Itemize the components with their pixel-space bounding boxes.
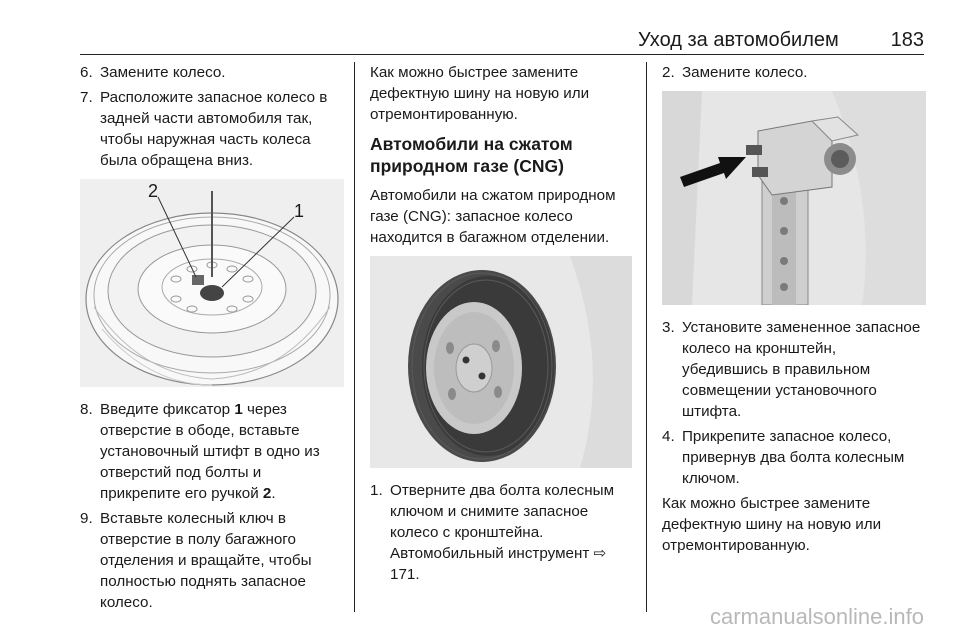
section-heading: Автомобили на сжатом природном газе (CNG)	[370, 134, 573, 176]
step-number: 6.	[80, 64, 93, 81]
step-9	[80, 508, 344, 613]
watermark: carmanualsonline.info	[709, 604, 924, 629]
step-text: Установите замененное запасное колесо на кронштейн, убедившись в правильном совмещении установочного штифта.	[682, 319, 921, 420]
cng-step-1	[370, 480, 632, 585]
step-text: Вставьте колесный ключ в отверстие в полу багажного отделения и вращайте, чтобы полностью поднять запасное колесо.	[100, 510, 312, 611]
page-header	[0, 0, 960, 56]
step-text-start: Введите фиксатор	[100, 401, 235, 418]
step-text: Замените колесо.	[100, 64, 226, 81]
step-text-middle: через отверстие в ободе, вставьте установочный штифт в одно из отверстий под болты и прикрепите его ручкой	[100, 401, 320, 502]
column-divider-2	[646, 62, 647, 612]
cng-step-4	[662, 426, 926, 489]
callout-1: 1	[234, 401, 243, 418]
step-number: 9.	[80, 510, 93, 527]
spare-wheel-figure	[80, 179, 344, 387]
step-8	[80, 399, 344, 504]
column-divider-1	[354, 62, 355, 612]
column-3	[662, 62, 926, 564]
cng-step-2	[662, 62, 926, 83]
step-number: 3.	[662, 319, 675, 336]
step-6	[80, 62, 344, 83]
column-2	[370, 62, 632, 589]
step-number: 2.	[662, 64, 675, 81]
page-number: 183	[890, 29, 924, 51]
step-7	[80, 87, 344, 171]
callout-2: 2	[262, 485, 272, 502]
cng-paragraph: Автомобили на сжатом природном газе (CNG): запасное колесо находится в багажном отделении.	[370, 187, 616, 246]
step-text: Расположите запасное колесо в задней части автомобиля так, чтобы наружная часть колеса была обращена вниз.	[100, 89, 328, 169]
step-text: Прикрепите запасное колесо, привернув два болта колесным ключом.	[682, 428, 905, 487]
step-number: 7.	[80, 89, 93, 106]
cng-step-3	[662, 317, 926, 422]
column-1	[80, 62, 344, 617]
outro-paragraph: Как можно быстрее замените дефектную шину на новую или отремонтированную.	[662, 495, 882, 554]
figure-label-2: 2	[148, 181, 159, 201]
cng-wheel-illustration	[370, 256, 632, 468]
section-title: Уход за автомобилем	[638, 29, 839, 51]
step-text: Отверните два болта колесным ключом и снимите запасное колесо с кронштейна. Автомобильный инструмент	[390, 482, 615, 562]
figure-label-1: 1	[294, 201, 305, 221]
step-text: Замените колесо.	[682, 64, 808, 81]
intro-paragraph: Как можно быстрее замените дефектную шину на новую или отремонтированную.	[370, 64, 590, 123]
step-number: 8.	[80, 401, 93, 418]
page-reference-arrow-icon: ⇨	[593, 545, 607, 562]
step-text-end: .	[271, 485, 276, 502]
header-rule	[80, 54, 924, 55]
spare-wheel-illustration	[80, 179, 344, 387]
step-number: 1.	[370, 482, 383, 499]
bracket-figure	[662, 91, 926, 305]
cng-spare-wheel-photo	[370, 256, 632, 468]
step-number: 4.	[662, 428, 675, 445]
bracket-illustration	[662, 91, 926, 305]
page-reference: 171.	[390, 566, 420, 583]
